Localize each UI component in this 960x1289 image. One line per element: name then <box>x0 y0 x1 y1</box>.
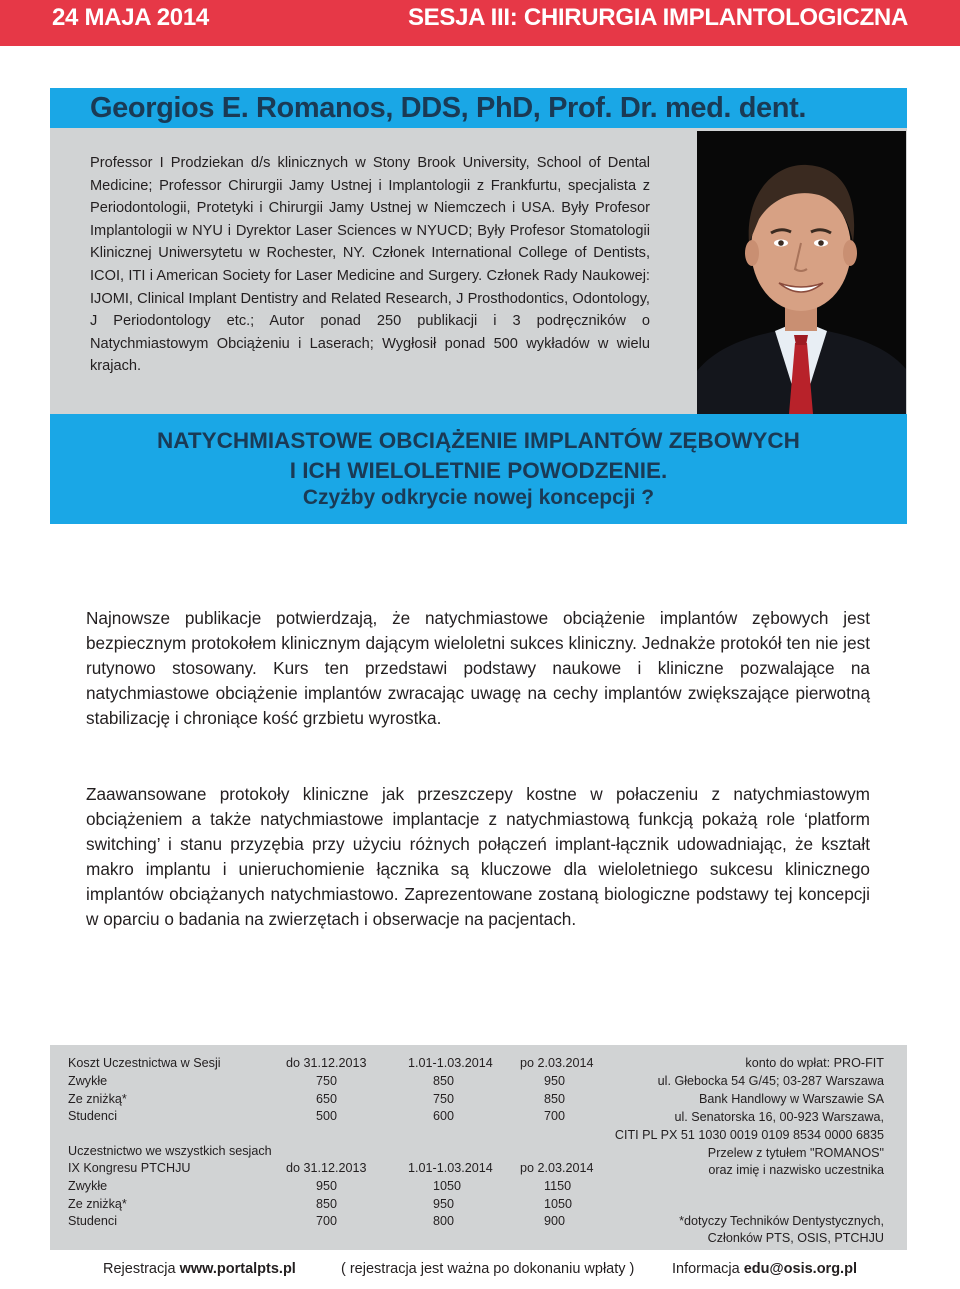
session-fee-value: 750 <box>316 1074 338 1088</box>
congress-fee-value: 950 <box>316 1179 338 1193</box>
congress-fees-title-line1: Uczestnictwo we wszystkich sesjach <box>68 1144 272 1158</box>
bank-payee-address: ul. Głebocka 54 G/45; 03-287 Warszawa <box>657 1074 884 1088</box>
congress-row-label: Studenci <box>68 1214 118 1228</box>
session-col-header-2: 1.01-1.03.2014 <box>408 1056 493 1070</box>
session-fee-value: 850 <box>544 1092 566 1106</box>
registration-label: Rejestracja <box>103 1261 176 1277</box>
session-row-label: Studenci <box>68 1109 118 1123</box>
registration-link[interactable]: www.portalpts.pl <box>179 1261 296 1277</box>
registration-info <box>103 1261 296 1277</box>
session-fee-value: 500 <box>316 1109 338 1123</box>
contact-info <box>672 1261 857 1277</box>
lecture-paragraph-1: Najnowsze publikacje potwierdzają, że natychmiastowe obciążenie implantów zębowych jest bezpiecznym protokołem klinicznym dającym wieloletni sukces kliniczny. Jednakże protokół ten nie jest rutynowo stosowany. Kurs ten przedstawi podstawy naukowe i kliniczne pozwalające na natychmiastowe obciążenie implantów zwracając uwagę na cechy implantów zwiększające pierwotną stabilizację i chroniące kość grzbietu wyrostka. <box>86 608 870 728</box>
congress-row-label: Ze zniżką* <box>68 1197 127 1211</box>
congress-fee-value: 900 <box>544 1214 566 1228</box>
session-title: SESJA III: CHIRURGIA IMPLANTOLOGICZNA <box>407 4 908 31</box>
congress-col-header-1: do 31.12.2013 <box>286 1161 367 1175</box>
congress-fee-value: 800 <box>433 1214 455 1228</box>
session-col-header-3: po 2.03.2014 <box>520 1056 594 1070</box>
congress-fee-value: 1050 <box>433 1179 462 1193</box>
transfer-title: Przelew z tytułem "ROMANOS" <box>707 1146 884 1160</box>
bank-account-label: konto do wpłat: PRO-FIT <box>745 1056 884 1070</box>
congress-fees-title-line2: IX Kongresu PTCHJU <box>68 1161 191 1175</box>
congress-row-label: Zwykłe <box>68 1179 108 1193</box>
info-label: Informacja <box>672 1261 740 1277</box>
registration-note: ( rejestracja jest ważna po dokonaniu wpłaty ) <box>341 1261 635 1277</box>
discount-note-line2: Członków PTS, OSIS, PTCHJU <box>707 1231 884 1245</box>
session-fee-value: 850 <box>433 1074 455 1088</box>
bank-account-number: CITI PL PX 51 1030 0019 0109 8534 0000 6835 <box>614 1128 884 1142</box>
session-fee-value: 650 <box>316 1092 338 1106</box>
speaker-photo <box>697 131 906 414</box>
portrait-illustration <box>697 131 906 414</box>
session-row-label: Ze zniżką* <box>68 1092 127 1106</box>
congress-col-header-3: po 2.03.2014 <box>520 1161 594 1175</box>
transfer-note: oraz imię i nazwisko uczestnika <box>708 1163 884 1177</box>
event-date: 24 MAJA 2014 <box>52 4 209 31</box>
session-col-header-1: do 31.12.2013 <box>286 1056 367 1070</box>
speaker-name: Georgios E. Romanos, DDS, PhD, Prof. Dr. med. dent. <box>90 92 806 124</box>
lecture-paragraph-2: Zaawansowane protokoły kliniczne jak przeszczepy kostne w połaczeniu z natychmiastowym obciążeniem a także natychmiastowe implantacje z natychmiastową funkcją pokażą role ‘platform switching’ i stanu przyzębia przy użyciu różnych połączeń implant-łącznik udowadniając, że kształt makro implantu i unieruchomienie łącznika są kluczowe dla wieloletniego sukcesu klinicznego implantów obciążanych natychmiastowo. Zaprezentowane zostaną biologiczne podstawy tej koncepcji w oparciu o badania na zwierzętach i obserwacje na pacjentach. <box>86 784 870 929</box>
session-fee-value: 750 <box>433 1092 455 1106</box>
lecture-subtitle: Czyżby odkrycie nowej koncepcji ? <box>302 486 655 509</box>
lecture-title-line2: I ICH WIELOLETNIE POWODZENIE. <box>289 458 668 483</box>
congress-fee-value: 950 <box>433 1197 455 1211</box>
header-bar <box>0 0 960 46</box>
congress-fee-value: 850 <box>316 1197 338 1211</box>
congress-fee-value: 1150 <box>544 1179 572 1193</box>
session-fee-value: 700 <box>544 1109 566 1123</box>
congress-fee-value: 700 <box>316 1214 338 1228</box>
info-email-link[interactable]: edu@osis.org.pl <box>743 1261 857 1277</box>
session-fee-value: 950 <box>544 1074 566 1088</box>
speaker-bio: Professor I Prodziekan d/s klinicznych w Stony Brook University, School of Dental Medicine; Professor Chirurgii Jamy Ustnej i Implantologii z Frankfurtu, specjalista z Periodontologii, Protetyki i Chirurgii Jamy Ustnej w Niemczech i USA. Były Profesor Implantologii w NYU i Dyrektor Laser Sciences w NYUCD; Były Profesor Stomatologii Klinicznej Uniwersytetu w Rochester, NY. Członek International College of Dentists, ICOI, ITI i American Society for Laser Medicine and Surgery. Członek Rady Naukowej: IJOMI, Clinical Implant Dentistry and Related Research, J Prosthodontics, Odontology, J Periodontology etc.; Autor ponad 250 publikacji i 3 podręczników o Natychmiastowym Obciążeniu i Laserach; Wygłosił ponad 500 wykładów w wielu krajach. <box>90 155 650 375</box>
session-fee-value: 600 <box>433 1109 455 1123</box>
bank-address: ul. Senatorska 16, 00-923 Warszawa, <box>674 1110 884 1124</box>
lecture-title-band <box>50 414 907 524</box>
congress-col-header-2: 1.01-1.03.2014 <box>408 1161 493 1175</box>
lecture-title-line1: NATYCHMIASTOWE OBCIĄŻENIE IMPLANTÓW ZĘBOWYCH <box>157 428 800 453</box>
congress-fee-value: 1050 <box>544 1197 573 1211</box>
bank-name: Bank Handlowy w Warszawie SA <box>698 1092 884 1106</box>
session-fees-title: Koszt Uczestnictwa w Sesji <box>68 1056 221 1070</box>
discount-note-line1: *dotyczy Techników Dentystycznych, <box>679 1214 884 1228</box>
session-row-label: Zwykłe <box>68 1074 108 1088</box>
